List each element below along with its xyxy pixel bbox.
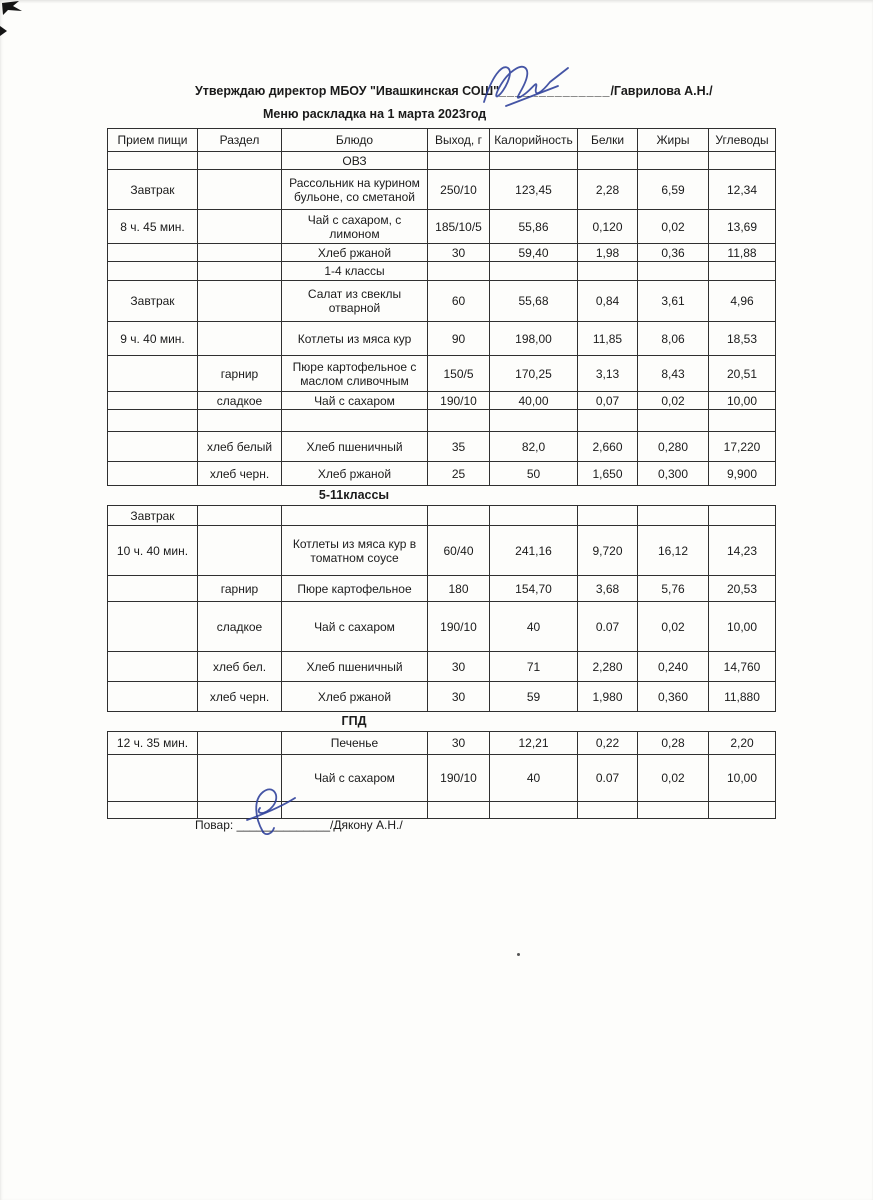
group-title-5-11: 5-11классы xyxy=(318,488,390,502)
menu-table-block1 xyxy=(107,128,776,486)
carbs-cell xyxy=(709,802,776,819)
calories-cell: 71 xyxy=(490,652,578,682)
table-row xyxy=(108,244,776,262)
dish-cell: Хлеб пшеничный xyxy=(282,432,428,462)
table-row xyxy=(108,732,776,755)
fat-cell xyxy=(638,506,709,526)
protein-cell xyxy=(578,506,638,526)
table-row xyxy=(108,755,776,802)
protein-cell: 1,98 xyxy=(578,244,638,262)
dish-cell xyxy=(282,802,428,819)
table-row xyxy=(108,526,776,576)
fat-cell: 8,06 xyxy=(638,322,709,356)
fat-cell xyxy=(638,410,709,432)
section-cell xyxy=(198,802,282,819)
section-cell xyxy=(198,322,282,356)
director-name: /Гаврилова А.Н./ xyxy=(610,84,713,98)
fat-cell: 0,36 xyxy=(638,244,709,262)
dish-cell: Печенье xyxy=(282,732,428,755)
cook-name: /Дякону А.Н./ xyxy=(330,818,403,832)
scan-artifact-edge xyxy=(0,26,7,36)
dish-cell: Хлеб ржаной xyxy=(282,462,428,486)
section-cell: сладкое xyxy=(198,392,282,410)
yield-cell: 185/10/5 xyxy=(428,210,490,244)
dish-cell: Чай с сахаром, с лимоном xyxy=(282,210,428,244)
carbs-cell xyxy=(709,262,776,281)
section-cell: сладкое xyxy=(198,602,282,652)
yield-cell: 35 xyxy=(428,432,490,462)
scan-artifact-dot xyxy=(517,953,520,956)
section-cell: гарнир xyxy=(198,356,282,392)
section-title-row xyxy=(108,152,776,170)
carbs-cell: 11,880 xyxy=(709,682,776,712)
dish-cell: Хлеб пшеничный xyxy=(282,652,428,682)
dish-cell: Хлеб ржаной xyxy=(282,682,428,712)
calories-cell: 82,0 xyxy=(490,432,578,462)
fat-cell: 0,360 xyxy=(638,682,709,712)
carbs-cell: 13,69 xyxy=(709,210,776,244)
yield-cell: 30 xyxy=(428,244,490,262)
cook-line xyxy=(195,818,403,832)
carbs-cell: 20,53 xyxy=(709,576,776,602)
dish-cell: Пюре картофельное с маслом сливочным xyxy=(282,356,428,392)
carbs-cell xyxy=(709,506,776,526)
calories-cell: 40,00 xyxy=(490,392,578,410)
section-cell: гарнир xyxy=(198,576,282,602)
calories-cell: 170,25 xyxy=(490,356,578,392)
calories-cell: 154,70 xyxy=(490,576,578,602)
empty-row xyxy=(108,410,776,432)
meal-cell xyxy=(108,392,198,410)
yield-cell: 190/10 xyxy=(428,392,490,410)
section-cell xyxy=(198,281,282,322)
meal-time-cell: 12 ч. 35 мин. xyxy=(108,732,198,755)
col-header-section: Раздел xyxy=(198,129,282,152)
col-header-calories: Калорийность xyxy=(490,129,578,152)
calories-cell: 55,86 xyxy=(490,210,578,244)
group-title-cell: ОВЗ xyxy=(282,152,428,170)
approval-line xyxy=(195,84,713,98)
dish-cell: Пюре картофельное xyxy=(282,576,428,602)
menu-table-block3 xyxy=(107,731,776,819)
section-title-row xyxy=(108,262,776,281)
calories-cell: 59 xyxy=(490,682,578,712)
protein-cell: 0,120 xyxy=(578,210,638,244)
protein-cell: 0,84 xyxy=(578,281,638,322)
carbs-cell: 10,00 xyxy=(709,755,776,802)
yield-cell: 90 xyxy=(428,322,490,356)
col-header-dish: Блюдо xyxy=(282,129,428,152)
carbs-cell: 17,220 xyxy=(709,432,776,462)
table-row xyxy=(108,322,776,356)
yield-cell: 190/10 xyxy=(428,755,490,802)
scan-artifact-corner xyxy=(2,1,26,17)
yield-cell: 60/40 xyxy=(428,526,490,576)
fat-cell: 0,300 xyxy=(638,462,709,486)
dish-cell: Хлеб ржаной xyxy=(282,244,428,262)
section-cell: хлеб черн. xyxy=(198,682,282,712)
calories-cell: 59,40 xyxy=(490,244,578,262)
yield-cell: 30 xyxy=(428,652,490,682)
carbs-cell: 10,00 xyxy=(709,602,776,652)
yield-cell: 190/10 xyxy=(428,602,490,652)
section-cell: хлеб бел. xyxy=(198,652,282,682)
carbs-cell: 2,20 xyxy=(709,732,776,755)
carbs-cell: 14,23 xyxy=(709,526,776,576)
meal-cell: Завтрак xyxy=(108,281,198,322)
protein-cell: 1,650 xyxy=(578,462,638,486)
calories-cell: 12,21 xyxy=(490,732,578,755)
col-header-yield: Выход, г xyxy=(428,129,490,152)
meal-cell xyxy=(108,244,198,262)
calories-cell: 241,16 xyxy=(490,526,578,576)
section-cell: хлеб белый xyxy=(198,432,282,462)
fat-cell: 0,280 xyxy=(638,432,709,462)
meal-cell xyxy=(108,462,198,486)
section-cell xyxy=(198,170,282,210)
col-header-carbs: Углеводы xyxy=(709,129,776,152)
meal-cell xyxy=(108,682,198,712)
protein-cell xyxy=(578,410,638,432)
fat-cell xyxy=(638,802,709,819)
meal-time-cell: 8 ч. 45 мин. xyxy=(108,210,198,244)
carbs-cell: 12,34 xyxy=(709,170,776,210)
fat-cell: 0,02 xyxy=(638,755,709,802)
calories-cell: 55,68 xyxy=(490,281,578,322)
protein-cell: 0,07 xyxy=(578,392,638,410)
col-header-protein: Белки xyxy=(578,129,638,152)
yield-cell xyxy=(428,152,490,170)
dish-cell: Котлеты из мяса кур в томатном соусе xyxy=(282,526,428,576)
table-row xyxy=(108,210,776,244)
protein-cell: 0.07 xyxy=(578,755,638,802)
yield-cell: 30 xyxy=(428,732,490,755)
column-header-row xyxy=(108,129,776,152)
yield-cell: 60 xyxy=(428,281,490,322)
yield-cell xyxy=(428,506,490,526)
carbs-cell: 9,900 xyxy=(709,462,776,486)
meal-cell xyxy=(108,602,198,652)
yield-cell: 250/10 xyxy=(428,170,490,210)
protein-cell: 2,28 xyxy=(578,170,638,210)
fat-cell: 5,76 xyxy=(638,576,709,602)
table-row xyxy=(108,652,776,682)
yield-cell: 150/5 xyxy=(428,356,490,392)
dish-cell: Чай с сахаром xyxy=(282,755,428,802)
section-cell xyxy=(198,755,282,802)
protein-cell: 0,22 xyxy=(578,732,638,755)
protein-cell xyxy=(578,262,638,281)
protein-cell: 11,85 xyxy=(578,322,638,356)
meal-time-cell: 10 ч. 40 мин. xyxy=(108,526,198,576)
calories-cell: 50 xyxy=(490,462,578,486)
section-cell xyxy=(198,526,282,576)
table-row xyxy=(108,432,776,462)
dish-cell xyxy=(282,410,428,432)
col-header-fat: Жиры xyxy=(638,129,709,152)
section-cell xyxy=(198,732,282,755)
protein-cell xyxy=(578,802,638,819)
table-row xyxy=(108,281,776,322)
meal-cell xyxy=(108,152,198,170)
carbs-cell: 11,88 xyxy=(709,244,776,262)
cook-signature-underline: ______________ xyxy=(236,818,330,832)
calories-cell xyxy=(490,262,578,281)
calories-cell xyxy=(490,152,578,170)
calories-cell xyxy=(490,802,578,819)
carbs-cell: 20,51 xyxy=(709,356,776,392)
protein-cell: 2,660 xyxy=(578,432,638,462)
table-row xyxy=(108,506,776,526)
carbs-cell xyxy=(709,152,776,170)
meal-cell xyxy=(108,652,198,682)
meal-time-cell: 9 ч. 40 мин. xyxy=(108,322,198,356)
yield-cell xyxy=(428,410,490,432)
section-cell xyxy=(198,262,282,281)
fat-cell: 3,61 xyxy=(638,281,709,322)
col-header-meal: Прием пищи xyxy=(108,129,198,152)
fat-cell: 8,43 xyxy=(638,356,709,392)
protein-cell: 3,68 xyxy=(578,576,638,602)
protein-cell: 9,720 xyxy=(578,526,638,576)
section-cell: хлеб черн. xyxy=(198,462,282,486)
signature-underline: ______________ xyxy=(499,84,611,98)
carbs-cell: 10,00 xyxy=(709,392,776,410)
yield-cell xyxy=(428,802,490,819)
carbs-cell: 18,53 xyxy=(709,322,776,356)
fat-cell: 0,02 xyxy=(638,210,709,244)
calories-cell: 198,00 xyxy=(490,322,578,356)
carbs-cell xyxy=(709,410,776,432)
protein-cell: 2,280 xyxy=(578,652,638,682)
meal-cell xyxy=(108,755,198,802)
yield-cell xyxy=(428,262,490,281)
yield-cell: 180 xyxy=(428,576,490,602)
fat-cell: 16,12 xyxy=(638,526,709,576)
section-cell xyxy=(198,410,282,432)
dish-cell: Чай с сахаром xyxy=(282,392,428,410)
carbs-cell: 14,760 xyxy=(709,652,776,682)
meal-cell xyxy=(108,410,198,432)
meal-cell: Завтрак xyxy=(108,506,198,526)
menu-tables xyxy=(107,128,775,819)
document-title: Меню раскладка на 1 марта 2023год xyxy=(263,107,487,121)
table-row xyxy=(108,392,776,410)
meal-cell xyxy=(108,576,198,602)
fat-cell xyxy=(638,152,709,170)
dish-cell: Салат из свеклы отварной xyxy=(282,281,428,322)
table-row xyxy=(108,682,776,712)
calories-cell xyxy=(490,506,578,526)
section-cell xyxy=(198,244,282,262)
meal-cell xyxy=(108,356,198,392)
dish-cell: Рассольник на курином бульоне, со сметаной xyxy=(282,170,428,210)
calories-cell: 123,45 xyxy=(490,170,578,210)
section-cell xyxy=(198,506,282,526)
meal-cell xyxy=(108,262,198,281)
group-title-gpd: ГПД xyxy=(341,714,367,728)
meal-cell xyxy=(108,802,198,819)
table-row xyxy=(108,462,776,486)
fat-cell: 0,02 xyxy=(638,602,709,652)
protein-cell: 1,980 xyxy=(578,682,638,712)
dish-cell: Котлеты из мяса кур xyxy=(282,322,428,356)
protein-cell: 3,13 xyxy=(578,356,638,392)
group-title-cell: 1-4 классы xyxy=(282,262,428,281)
menu-table-block2 xyxy=(107,505,776,712)
carbs-cell: 4,96 xyxy=(709,281,776,322)
meal-cell: Завтрак xyxy=(108,170,198,210)
calories-cell: 40 xyxy=(490,602,578,652)
table-row xyxy=(108,170,776,210)
cook-label: Повар: xyxy=(195,818,237,832)
dish-cell: Чай с сахаром xyxy=(282,602,428,652)
empty-row xyxy=(108,802,776,819)
protein-cell xyxy=(578,152,638,170)
fat-cell: 0,28 xyxy=(638,732,709,755)
fat-cell: 0,02 xyxy=(638,392,709,410)
approval-text: Утверждаю директор МБОУ "Ивашкинская СОШ" xyxy=(195,84,500,98)
calories-cell: 40 xyxy=(490,755,578,802)
table-row xyxy=(108,356,776,392)
fat-cell xyxy=(638,262,709,281)
meal-cell xyxy=(108,432,198,462)
section-cell xyxy=(198,210,282,244)
fat-cell: 6,59 xyxy=(638,170,709,210)
table-row xyxy=(108,576,776,602)
section-cell xyxy=(198,152,282,170)
fat-cell: 0,240 xyxy=(638,652,709,682)
yield-cell: 30 xyxy=(428,682,490,712)
dish-cell xyxy=(282,506,428,526)
table-row xyxy=(108,602,776,652)
protein-cell: 0.07 xyxy=(578,602,638,652)
yield-cell: 25 xyxy=(428,462,490,486)
calories-cell xyxy=(490,410,578,432)
